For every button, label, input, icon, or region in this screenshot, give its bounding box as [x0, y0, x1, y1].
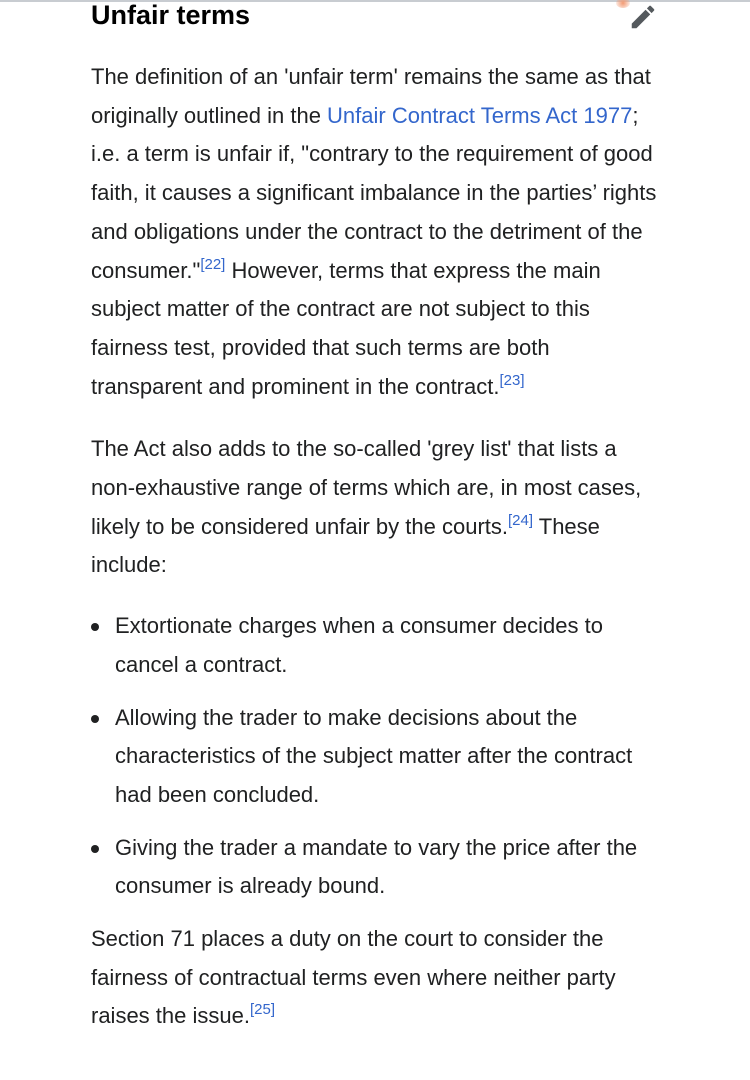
grey-list-items: [91, 607, 666, 906]
bullet-icon: [91, 845, 99, 853]
list-item: [91, 607, 666, 684]
paragraph-text: These include:: [91, 513, 600, 578]
paragraph-text: ; i.e. a term is unfair if, "contrary to the requirement of good faith, it causes a significant imbalance in the parties’ rights and obligations under the contract to the detriment of the consumer.": [91, 102, 657, 283]
paragraph-text: However, terms that express the main subject matter of the contract are not subject to this fairness test, provided that such terms are both transparent and prominent in the contract.: [91, 257, 601, 399]
bullet-icon: [91, 715, 99, 723]
bullet-icon: [91, 623, 99, 631]
link-unfair-contract-terms-act[interactable]: Unfair Contract Terms Act 1977: [327, 102, 633, 128]
citation-25[interactable]: [25]: [249, 1001, 275, 1019]
paragraph-text: The Act also adds to the so-called 'grey list' that lists a non-exhaustive range of terms which are, in most cases, likely to be considered unfair by the courts.: [91, 436, 642, 539]
edit-section-button[interactable]: [628, 2, 658, 32]
paragraph-text: Section 71 places a duty on the court to consider the fairness of contractual terms even where neither party raises the issue.: [91, 926, 616, 1029]
list-item-text: Allowing the trader to make decisions about the characteristics of the subject matter after the contract had been concluded.: [115, 704, 633, 807]
section-heading: Unfair terms: [91, 0, 251, 30]
list-item-text: Extortionate charges when a consumer decides to cancel a contract.: [115, 613, 603, 677]
paragraph-section-71: [91, 920, 666, 1036]
paragraph-grey-list: [91, 430, 666, 585]
paragraph-definition: [91, 58, 666, 406]
citation-23[interactable]: [23]: [499, 371, 525, 389]
list-item: [91, 829, 666, 906]
pencil-edit-icon: [628, 2, 658, 32]
section-content: [91, 58, 666, 1036]
list-item-text: Giving the trader a mandate to vary the price after the consumer is already bound.: [115, 834, 638, 899]
paragraph-text: The definition of an 'unfair term' remains the same as that originally outlined in the: [91, 64, 651, 128]
list-item: [91, 699, 666, 815]
citation-22[interactable]: [22]: [200, 255, 226, 273]
citation-24[interactable]: [24]: [508, 511, 534, 529]
